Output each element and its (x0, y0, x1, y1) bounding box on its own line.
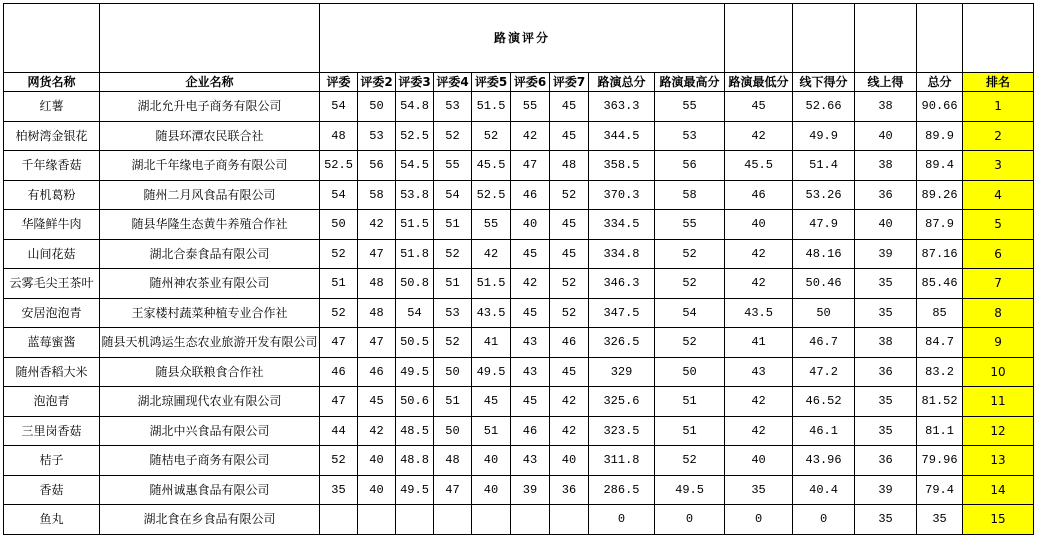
rank-cell[interactable]: 2 (963, 121, 1034, 151)
column-header[interactable]: 评委4 (434, 73, 472, 92)
score-cell[interactable]: 40 (725, 210, 793, 240)
score-cell[interactable]: 323.5 (589, 416, 655, 446)
rank-cell[interactable]: 12 (963, 416, 1034, 446)
score-cell[interactable]: 42 (550, 387, 589, 417)
company-name-cell[interactable]: 随县华隆生态黄牛养殖合作社 (100, 210, 320, 240)
column-header[interactable]: 线上得 (855, 73, 917, 92)
table-row (4, 239, 1034, 269)
sheet-title: 路演评分 (320, 4, 725, 73)
score-cell[interactable]: 40 (855, 210, 917, 240)
score-cell[interactable]: 48.8 (396, 446, 434, 476)
rank-cell[interactable]: 4 (963, 180, 1034, 210)
score-cell[interactable]: 47 (358, 239, 396, 269)
score-cell[interactable]: 53 (358, 121, 396, 151)
company-name-cell[interactable]: 随州诚惠食品有限公司 (100, 475, 320, 505)
column-header[interactable]: 网货名称 (4, 73, 100, 92)
score-cell[interactable]: 55 (511, 92, 550, 122)
score-cell[interactable]: 346.3 (589, 269, 655, 299)
blank-cell[interactable] (793, 4, 855, 73)
table-row (4, 357, 1034, 387)
product-name-cell[interactable]: 泡泡青 (4, 387, 100, 417)
score-cell[interactable]: 51 (655, 387, 725, 417)
score-cell[interactable]: 50 (434, 416, 472, 446)
column-header[interactable]: 排名 (963, 73, 1034, 92)
score-cell[interactable]: 58 (358, 180, 396, 210)
score-cell[interactable]: 334.5 (589, 210, 655, 240)
score-cell[interactable]: 47 (434, 475, 472, 505)
score-cell[interactable]: 49.5 (472, 357, 511, 387)
score-cell[interactable]: 311.8 (589, 446, 655, 476)
score-cell[interactable]: 45 (550, 210, 589, 240)
score-cell[interactable]: 286.5 (589, 475, 655, 505)
score-cell[interactable]: 45 (550, 357, 589, 387)
score-cell[interactable]: 43 (725, 357, 793, 387)
score-cell[interactable]: 45 (725, 92, 793, 122)
score-cell[interactable]: 370.3 (589, 180, 655, 210)
table-row (4, 210, 1034, 240)
score-cell[interactable]: 79.96 (917, 446, 963, 476)
column-header[interactable]: 线下得分 (793, 73, 855, 92)
product-name-cell[interactable]: 鱼丸 (4, 505, 100, 535)
rank-cell[interactable]: 9 (963, 328, 1034, 358)
table-row (4, 92, 1034, 122)
score-cell[interactable]: 52 (550, 180, 589, 210)
score-cell[interactable]: 358.5 (589, 151, 655, 181)
score-cell[interactable]: 45 (511, 298, 550, 328)
company-name-cell[interactable]: 湖北千年缘电子商务有限公司 (100, 151, 320, 181)
score-cell[interactable]: 46 (358, 357, 396, 387)
score-cell[interactable]: 50.6 (396, 387, 434, 417)
score-cell[interactable]: 48.5 (396, 416, 434, 446)
product-name-cell[interactable]: 有机葛粉 (4, 180, 100, 210)
score-cell[interactable]: 89.26 (917, 180, 963, 210)
score-cell[interactable]: 35 (917, 505, 963, 535)
score-cell[interactable]: 48.16 (793, 239, 855, 269)
score-cell[interactable]: 40 (550, 446, 589, 476)
score-cell[interactable]: 40.4 (793, 475, 855, 505)
blank-cell[interactable] (725, 4, 793, 73)
score-cell[interactable] (320, 505, 358, 535)
score-cell[interactable]: 56 (358, 151, 396, 181)
score-cell[interactable]: 36 (855, 446, 917, 476)
score-cell[interactable]: 46.7 (793, 328, 855, 358)
rank-cell[interactable]: 10 (963, 357, 1034, 387)
rank-cell[interactable]: 11 (963, 387, 1034, 417)
score-cell[interactable]: 334.8 (589, 239, 655, 269)
score-cell[interactable]: 46 (320, 357, 358, 387)
company-name-cell[interactable]: 湖北琼圃现代农业有限公司 (100, 387, 320, 417)
score-cell[interactable]: 89.4 (917, 151, 963, 181)
score-cell[interactable]: 46 (725, 180, 793, 210)
score-cell[interactable]: 52 (655, 269, 725, 299)
score-cell[interactable]: 85 (917, 298, 963, 328)
score-cell[interactable]: 53 (655, 121, 725, 151)
score-cell[interactable]: 51.4 (793, 151, 855, 181)
score-cell[interactable]: 35 (320, 475, 358, 505)
score-cell[interactable]: 49.9 (793, 121, 855, 151)
score-cell[interactable]: 55 (434, 151, 472, 181)
score-cell[interactable]: 53 (434, 298, 472, 328)
score-cell[interactable]: 51 (434, 269, 472, 299)
score-cell[interactable]: 51.5 (472, 92, 511, 122)
score-cell[interactable]: 36 (550, 475, 589, 505)
blank-cell[interactable] (963, 4, 1034, 73)
column-header[interactable]: 评委3 (396, 73, 434, 92)
score-cell[interactable]: 51 (655, 416, 725, 446)
score-cell[interactable]: 52 (655, 239, 725, 269)
blank-cell[interactable] (4, 4, 100, 73)
score-cell[interactable] (396, 505, 434, 535)
score-cell[interactable]: 42 (725, 239, 793, 269)
score-cell[interactable]: 46.1 (793, 416, 855, 446)
score-cell[interactable]: 46 (511, 416, 550, 446)
column-header[interactable]: 企业名称 (100, 73, 320, 92)
score-cell[interactable]: 40 (472, 446, 511, 476)
column-header[interactable]: 路演最低分 (725, 73, 793, 92)
score-cell[interactable]: 44 (320, 416, 358, 446)
score-cell[interactable]: 47 (358, 328, 396, 358)
score-cell[interactable]: 48 (320, 121, 358, 151)
score-cell[interactable]: 52 (434, 328, 472, 358)
column-header[interactable]: 评委7 (550, 73, 589, 92)
score-cell[interactable]: 55 (655, 92, 725, 122)
score-cell[interactable]: 51 (472, 416, 511, 446)
score-cell[interactable]: 47 (320, 387, 358, 417)
product-name-cell[interactable]: 柏树湾金银花 (4, 121, 100, 151)
score-cell[interactable]: 55 (472, 210, 511, 240)
score-cell[interactable]: 52 (655, 446, 725, 476)
score-cell[interactable]: 38 (855, 92, 917, 122)
score-cell[interactable]: 52.5 (396, 121, 434, 151)
product-name-cell[interactable]: 山间花菇 (4, 239, 100, 269)
score-cell[interactable]: 52 (550, 298, 589, 328)
table-row (4, 269, 1034, 299)
score-cell[interactable]: 43 (511, 357, 550, 387)
company-name-cell[interactable]: 随县众联粮食合作社 (100, 357, 320, 387)
score-cell[interactable]: 52.66 (793, 92, 855, 122)
company-name-cell[interactable]: 随州二月风食品有限公司 (100, 180, 320, 210)
score-cell[interactable]: 347.5 (589, 298, 655, 328)
score-cell[interactable]: 363.3 (589, 92, 655, 122)
score-cell[interactable]: 81.1 (917, 416, 963, 446)
score-cell[interactable]: 87.9 (917, 210, 963, 240)
column-header[interactable]: 评委5 (472, 73, 511, 92)
product-name-cell[interactable]: 桔子 (4, 446, 100, 476)
score-cell[interactable] (358, 505, 396, 535)
score-cell[interactable]: 50.46 (793, 269, 855, 299)
rank-cell[interactable]: 15 (963, 505, 1034, 535)
score-cell[interactable]: 39 (511, 475, 550, 505)
score-cell[interactable]: 36 (855, 180, 917, 210)
score-cell[interactable]: 42 (550, 416, 589, 446)
score-cell[interactable]: 42 (725, 416, 793, 446)
score-cell[interactable]: 81.52 (917, 387, 963, 417)
product-name-cell[interactable]: 安居泡泡青 (4, 298, 100, 328)
product-name-cell[interactable]: 随州香稻大米 (4, 357, 100, 387)
company-name-cell[interactable]: 湖北中兴食品有限公司 (100, 416, 320, 446)
blank-cell[interactable] (855, 4, 917, 73)
blank-cell[interactable] (917, 4, 963, 73)
score-cell[interactable]: 49.5 (655, 475, 725, 505)
score-cell[interactable]: 53.26 (793, 180, 855, 210)
score-cell[interactable]: 50 (434, 357, 472, 387)
score-cell[interactable]: 50 (655, 357, 725, 387)
score-cell[interactable]: 326.5 (589, 328, 655, 358)
score-cell[interactable]: 84.7 (917, 328, 963, 358)
score-cell[interactable]: 43.5 (725, 298, 793, 328)
score-cell[interactable]: 344.5 (589, 121, 655, 151)
score-cell[interactable]: 35 (855, 416, 917, 446)
score-cell[interactable]: 0 (655, 505, 725, 535)
column-header[interactable]: 总分 (917, 73, 963, 92)
table-body (4, 92, 1034, 535)
company-name-cell[interactable]: 王家楼村蔬菜种植专业合作社 (100, 298, 320, 328)
score-cell[interactable]: 50 (358, 92, 396, 122)
score-cell[interactable]: 41 (725, 328, 793, 358)
rank-cell[interactable]: 8 (963, 298, 1034, 328)
score-cell[interactable]: 54.5 (396, 151, 434, 181)
rank-cell[interactable]: 3 (963, 151, 1034, 181)
column-header[interactable]: 路演总分 (589, 73, 655, 92)
score-cell[interactable]: 79.4 (917, 475, 963, 505)
score-cell[interactable] (511, 505, 550, 535)
rank-cell[interactable]: 5 (963, 210, 1034, 240)
score-cell[interactable]: 52 (434, 239, 472, 269)
company-name-cell[interactable]: 随县环潭农民联合社 (100, 121, 320, 151)
table-row (4, 151, 1034, 181)
score-cell[interactable]: 35 (855, 298, 917, 328)
score-cell[interactable]: 52 (655, 328, 725, 358)
table-row (4, 121, 1034, 151)
score-cell[interactable]: 45 (550, 239, 589, 269)
score-cell[interactable]: 0 (725, 505, 793, 535)
score-cell[interactable]: 35 (855, 387, 917, 417)
score-cell[interactable]: 42 (511, 121, 550, 151)
score-cell[interactable]: 43 (511, 328, 550, 358)
score-cell[interactable]: 48 (358, 269, 396, 299)
score-cell[interactable]: 54 (320, 180, 358, 210)
score-cell[interactable]: 52 (320, 298, 358, 328)
score-cell[interactable]: 329 (589, 357, 655, 387)
score-cell[interactable]: 40 (358, 446, 396, 476)
score-cell[interactable]: 51 (434, 210, 472, 240)
score-cell[interactable]: 35 (855, 269, 917, 299)
score-cell[interactable]: 42 (511, 269, 550, 299)
score-cell[interactable]: 47.2 (793, 357, 855, 387)
score-cell[interactable]: 42 (472, 239, 511, 269)
score-cell[interactable]: 51 (434, 387, 472, 417)
company-name-cell[interactable]: 随州神农茶业有限公司 (100, 269, 320, 299)
score-cell[interactable]: 53.8 (396, 180, 434, 210)
score-cell[interactable]: 40 (358, 475, 396, 505)
product-name-cell[interactable]: 香菇 (4, 475, 100, 505)
score-cell[interactable]: 58 (655, 180, 725, 210)
score-table (3, 3, 1034, 535)
score-cell[interactable]: 47.9 (793, 210, 855, 240)
score-cell[interactable]: 45 (550, 121, 589, 151)
rank-cell[interactable]: 6 (963, 239, 1034, 269)
product-name-cell[interactable]: 云雾毛尖王茶叶 (4, 269, 100, 299)
score-cell[interactable]: 51.5 (472, 269, 511, 299)
column-header[interactable]: 评委2 (358, 73, 396, 92)
score-cell[interactable]: 42 (725, 269, 793, 299)
rank-cell[interactable]: 13 (963, 446, 1034, 476)
score-cell[interactable]: 51.5 (396, 210, 434, 240)
score-cell[interactable]: 40 (472, 475, 511, 505)
score-cell[interactable]: 90.66 (917, 92, 963, 122)
score-cell[interactable]: 52.5 (320, 151, 358, 181)
company-name-cell[interactable]: 随桔电子商务有限公司 (100, 446, 320, 476)
product-name-cell[interactable]: 红薯 (4, 92, 100, 122)
score-cell[interactable]: 54 (320, 92, 358, 122)
score-cell[interactable]: 41 (472, 328, 511, 358)
score-cell[interactable]: 0 (793, 505, 855, 535)
score-cell[interactable]: 87.16 (917, 239, 963, 269)
product-name-cell[interactable]: 华隆鲜牛肉 (4, 210, 100, 240)
table-row (4, 387, 1034, 417)
table-row (4, 475, 1034, 505)
score-cell[interactable]: 50 (320, 210, 358, 240)
score-cell[interactable]: 40 (511, 210, 550, 240)
score-cell[interactable]: 39 (855, 239, 917, 269)
table-row (4, 328, 1034, 358)
score-cell[interactable]: 83.2 (917, 357, 963, 387)
score-cell[interactable]: 56 (655, 151, 725, 181)
score-cell[interactable]: 45.5 (472, 151, 511, 181)
table-row (4, 505, 1034, 535)
score-cell[interactable] (472, 505, 511, 535)
score-cell[interactable]: 89.9 (917, 121, 963, 151)
company-name-cell[interactable]: 随县天机鸿运生态农业旅游开发有限公司 (100, 328, 320, 358)
score-cell[interactable]: 45 (472, 387, 511, 417)
score-cell[interactable]: 55 (655, 210, 725, 240)
score-cell[interactable]: 35 (855, 505, 917, 535)
score-cell[interactable]: 53 (434, 92, 472, 122)
score-cell[interactable] (550, 505, 589, 535)
score-cell[interactable]: 46 (550, 328, 589, 358)
rank-cell[interactable]: 1 (963, 92, 1034, 122)
score-cell[interactable]: 54 (655, 298, 725, 328)
column-header[interactable]: 评委6 (511, 73, 550, 92)
title-row (4, 4, 1034, 73)
column-header[interactable]: 路演最高分 (655, 73, 725, 92)
score-cell[interactable]: 45 (511, 387, 550, 417)
score-cell[interactable]: 45 (550, 92, 589, 122)
score-cell[interactable]: 54 (396, 298, 434, 328)
table-row (4, 446, 1034, 476)
score-cell[interactable]: 45.5 (725, 151, 793, 181)
score-cell[interactable]: 42 (725, 121, 793, 151)
product-name-cell[interactable]: 蓝莓蜜酱 (4, 328, 100, 358)
score-cell[interactable]: 40 (725, 446, 793, 476)
score-cell[interactable] (434, 505, 472, 535)
score-cell[interactable]: 43.5 (472, 298, 511, 328)
score-cell[interactable]: 54 (434, 180, 472, 210)
company-name-cell[interactable]: 湖北允升电子商务有限公司 (100, 92, 320, 122)
score-cell[interactable]: 85.46 (917, 269, 963, 299)
score-cell[interactable]: 52 (550, 269, 589, 299)
score-cell[interactable]: 49.5 (396, 357, 434, 387)
score-cell[interactable]: 51 (320, 269, 358, 299)
rank-cell[interactable]: 14 (963, 475, 1034, 505)
score-cell[interactable]: 43.96 (793, 446, 855, 476)
score-cell[interactable]: 42 (358, 210, 396, 240)
product-name-cell[interactable]: 三里岗香菇 (4, 416, 100, 446)
score-cell[interactable]: 0 (589, 505, 655, 535)
score-cell[interactable]: 47 (320, 328, 358, 358)
score-cell[interactable]: 38 (855, 328, 917, 358)
score-cell[interactable]: 325.6 (589, 387, 655, 417)
column-header[interactable]: 评委 (320, 73, 358, 92)
score-cell[interactable]: 40 (855, 121, 917, 151)
score-cell[interactable]: 45 (358, 387, 396, 417)
blank-cell[interactable] (100, 4, 320, 73)
score-cell[interactable]: 48 (358, 298, 396, 328)
score-cell[interactable]: 52 (472, 121, 511, 151)
company-name-cell[interactable]: 湖北合泰食品有限公司 (100, 239, 320, 269)
score-cell[interactable]: 50.5 (396, 328, 434, 358)
score-cell[interactable]: 45 (511, 239, 550, 269)
score-cell[interactable]: 46.52 (793, 387, 855, 417)
score-cell[interactable]: 50.8 (396, 269, 434, 299)
score-cell[interactable]: 54.8 (396, 92, 434, 122)
score-cell[interactable]: 38 (855, 151, 917, 181)
table-row (4, 416, 1034, 446)
score-cell[interactable]: 52 (320, 239, 358, 269)
score-cell[interactable]: 43 (511, 446, 550, 476)
score-cell[interactable]: 52 (320, 446, 358, 476)
table-row (4, 298, 1034, 328)
score-cell[interactable]: 46 (511, 180, 550, 210)
score-cell[interactable]: 39 (855, 475, 917, 505)
score-cell[interactable]: 51.8 (396, 239, 434, 269)
score-cell[interactable]: 42 (358, 416, 396, 446)
score-cell[interactable]: 52 (434, 121, 472, 151)
score-cell[interactable]: 36 (855, 357, 917, 387)
table-row (4, 180, 1034, 210)
score-cell[interactable]: 49.5 (396, 475, 434, 505)
score-cell[interactable]: 50 (793, 298, 855, 328)
score-cell[interactable]: 52.5 (472, 180, 511, 210)
company-name-cell[interactable]: 湖北食在乡食品有限公司 (100, 505, 320, 535)
score-cell[interactable]: 35 (725, 475, 793, 505)
score-cell[interactable]: 47 (511, 151, 550, 181)
header-row (4, 73, 1034, 92)
product-name-cell[interactable]: 千年缘香菇 (4, 151, 100, 181)
score-cell[interactable]: 42 (725, 387, 793, 417)
score-cell[interactable]: 48 (550, 151, 589, 181)
rank-cell[interactable]: 7 (963, 269, 1034, 299)
score-cell[interactable]: 48 (434, 446, 472, 476)
